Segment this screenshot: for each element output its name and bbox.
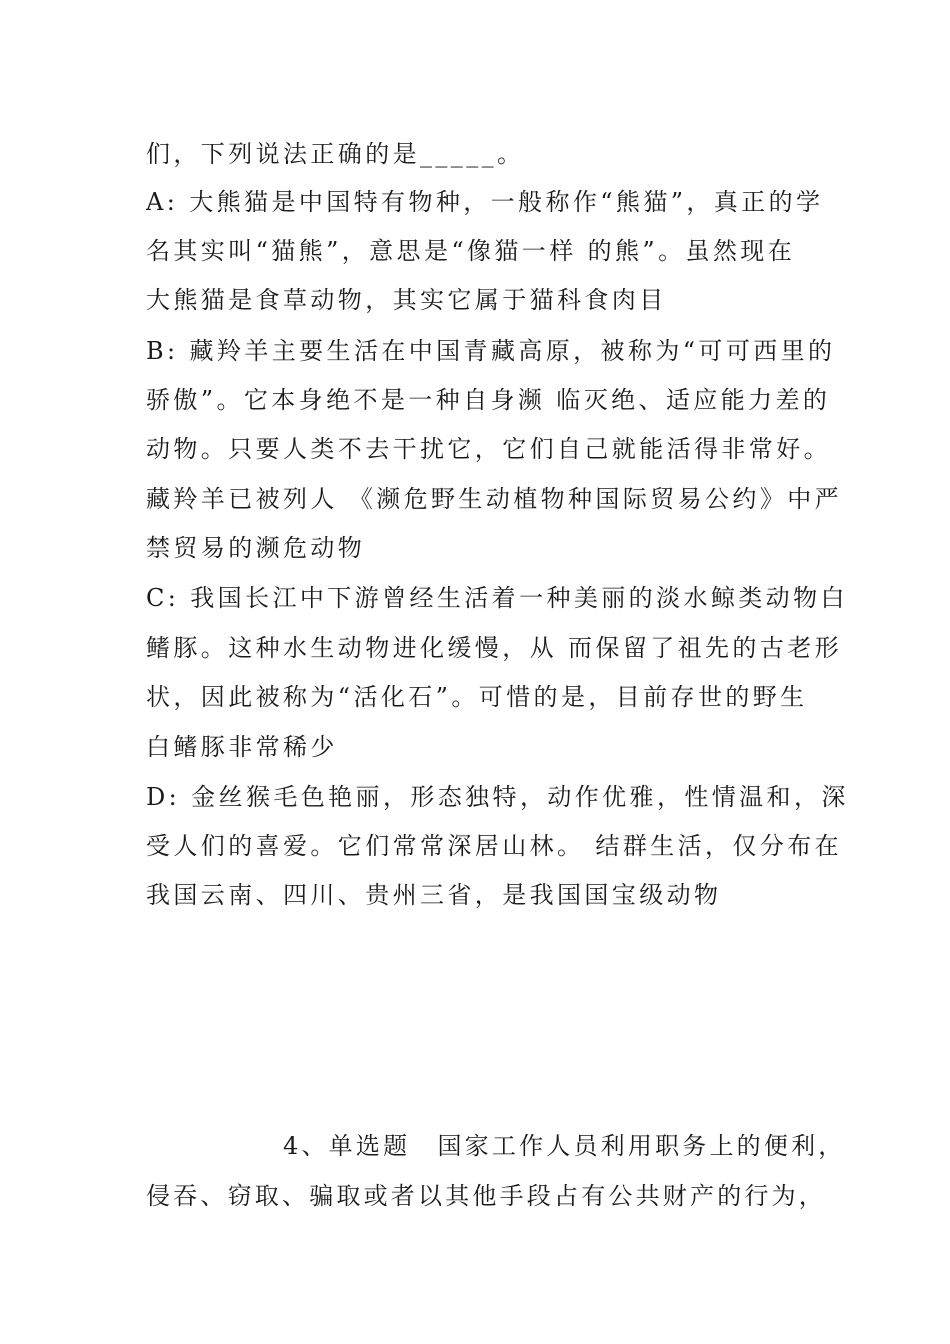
option-c-line-2: 鳍豚。这种水生动物进化缓慢，从 而保留了祖先的古老形	[146, 634, 843, 662]
option-b-line-1: B: 藏羚羊主要生活在中国青藏高原，被称为“可可西里的	[146, 337, 836, 365]
option-c-line-1: C: 我国长江中下游曾经生活着一种美丽的淡水鲸类动物白	[146, 584, 848, 612]
question-stem-tail: 们，下列说法正确的是_____。	[146, 140, 525, 168]
option-b-line-2: 骄傲”。它本身绝不是一种自身濒 临灭绝、适应能力差的	[146, 386, 831, 414]
option-c-line-3: 状，因此被称为“活化石”。可惜的是，目前存世的野生	[146, 683, 808, 711]
option-b-line-4: 藏羚羊已被列人 《濒危野生动植物种国际贸易公约》中严	[146, 485, 843, 513]
option-c-line-4: 白鳍豚非常稀少	[146, 733, 338, 761]
option-a-line-2: 名其实叫“猫熊”，意思是“像猫一样 的熊”。虽然现在	[146, 237, 796, 265]
question-4-body-line: 侵吞、窃取、骗取或者以其他手段占有公共财产的行为，	[146, 1182, 826, 1210]
option-d-line-2: 受人们的喜爱。它们常常深居山林。 结群生活，仅分布在	[146, 832, 843, 860]
question-4-heading: 4、单选题 国家工作人员利用职务上的便利，	[283, 1132, 846, 1160]
option-b-line-3: 动物。只要人类不去干扰它，它们自己就能活得非常好。	[146, 435, 831, 463]
option-a-line-3: 大熊猫是食草动物，其实它属于猫科食肉目	[146, 286, 667, 314]
option-d-line-1: D: 金丝猴毛色艳丽，形态独特，动作优雅，性情温和，深	[146, 783, 849, 811]
option-a-line-1: A: 大熊猫是中国特有物种，一般称作“熊猫”，真正的学	[146, 188, 824, 216]
option-d-line-3: 我国云南、四川、贵州三省，是我国国宝级动物	[146, 881, 722, 909]
option-b-line-5: 禁贸易的濒危动物	[146, 534, 366, 562]
